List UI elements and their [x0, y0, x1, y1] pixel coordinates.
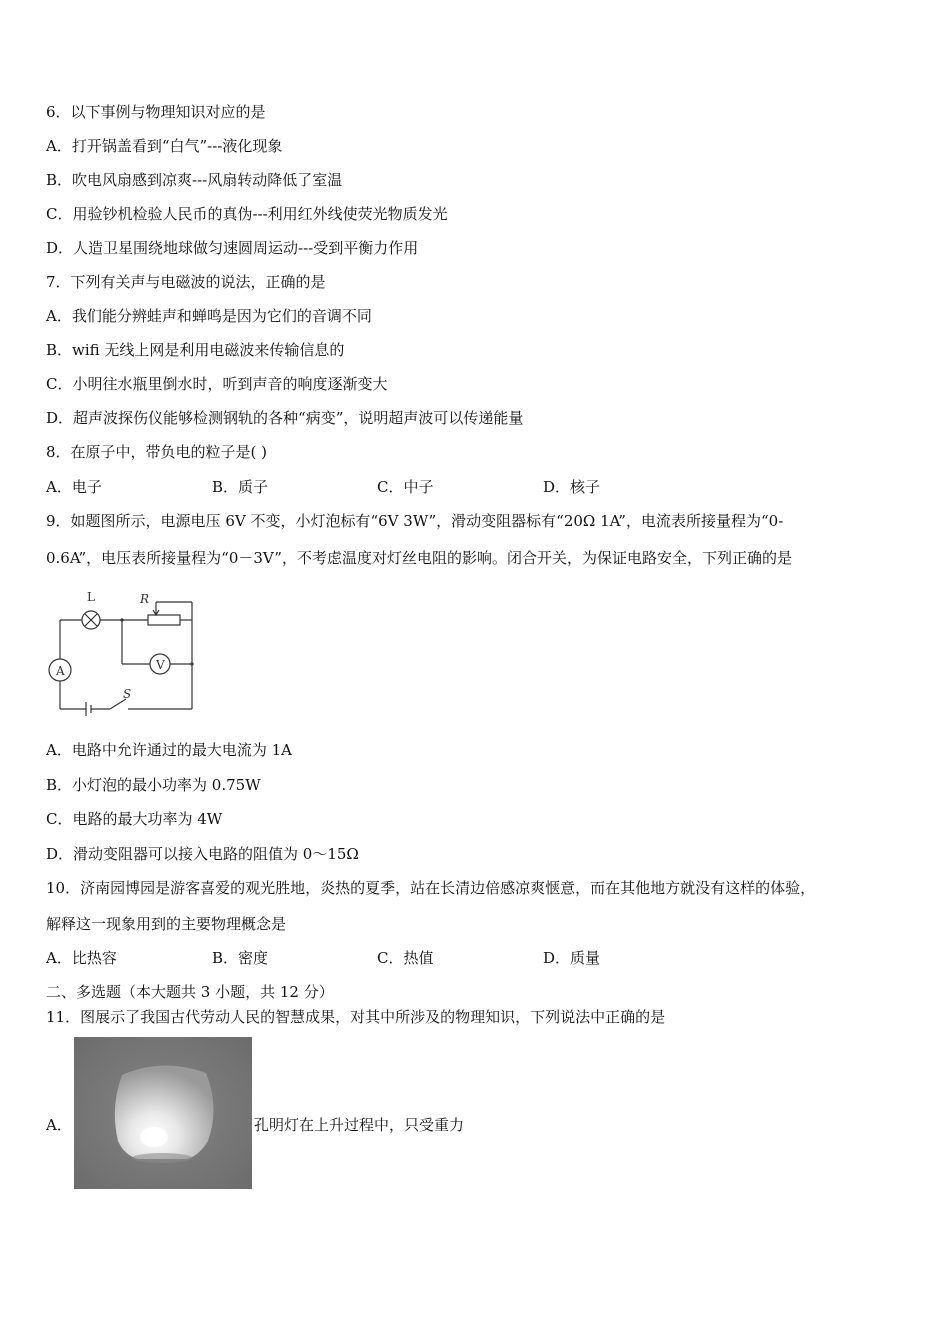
q10-option-b: B．密度: [212, 949, 269, 967]
ammeter-label: A: [56, 664, 65, 678]
rheostat-label: R: [140, 592, 150, 606]
lantern-flame-glow: [140, 1127, 168, 1147]
lantern-body: [115, 1065, 214, 1159]
voltmeter-label: V: [156, 658, 165, 672]
circuit-diagram: [44, 586, 204, 721]
sky-lantern-image: [74, 1037, 252, 1189]
rheostat-symbol: [148, 615, 180, 625]
q9-option-c: C．电路的最大功率为 4W: [46, 810, 223, 828]
q7-option-d: D．超声波探伤仪能够检测钢轨的各种“病变”，说明超声波可以传递能量: [46, 409, 524, 427]
q10-option-c: C．热值: [377, 949, 434, 967]
q9-option-b: B．小灯泡的最小功率为 0.75W: [46, 776, 261, 794]
q11-stem: 11．图展示了我国古代劳动人民的智慧成果，对其中所涉及的物理知识，下列说法中正确的是: [46, 1008, 666, 1026]
q6-option-c: C．用验钞机检验人民币的真伪---利用红外线使荧光物质发光: [46, 205, 448, 223]
q11-option-a-text: 孔明灯在上升过程中，只受重力: [254, 1116, 465, 1134]
q9-option-d: D．滑动变阻器可以接入电路的阻值为 0～15Ω: [46, 845, 359, 863]
q6-stem: 6．以下事例与物理知识对应的是: [46, 103, 266, 121]
q6-option-a: A．打开锅盖看到“白气”---液化现象: [46, 137, 283, 155]
q10-option-a: A．比热容: [46, 949, 117, 967]
q7-option-b: B．wifi 无线上网是利用电磁波来传输信息的: [46, 341, 345, 359]
q7-stem: 7．下列有关声与电磁波的说法，正确的是: [46, 273, 326, 291]
q8-option-d: D．核子: [543, 478, 601, 496]
q8-option-b: B．质子: [212, 478, 269, 496]
q8-stem: 8．在原子中，带负电的粒子是( ): [46, 443, 268, 461]
q8-option-a: A．电子: [46, 478, 102, 496]
q7-option-a: A．我们能分辨蛙声和蝉鸣是因为它们的音调不同: [46, 307, 372, 325]
q11-option-a-label: A．: [46, 1116, 72, 1134]
section2-heading: 二、多选题（本大题共 3 小题，共 12 分）: [46, 983, 334, 1001]
q6-option-d: D．人造卫星围绕地球做匀速圆周运动---受到平衡力作用: [46, 239, 419, 257]
lamp-label: L: [87, 590, 95, 604]
q9-option-a: A．电路中允许通过的最大电流为 1A: [46, 741, 292, 759]
q6-option-b: B．吹电风扇感到凉爽---风扇转动降低了室温: [46, 171, 343, 189]
switch-label: S: [123, 687, 132, 701]
q9-stem-line1: 9．如题图所示，电源电压 6V 不变，小灯泡标有“6V 3W”，滑动变阻器标有“20Ω 1A”，电流表所接量程为“0-: [46, 512, 784, 530]
q7-option-c: C．小明往水瓶里倒水时，听到声音的响度逐渐变大: [46, 375, 388, 393]
q8-option-c: C．中子: [377, 478, 434, 496]
q10-stem-line1: 10．济南园博园是游客喜爱的观光胜地，炎热的夏季，站在长清边倍感凉爽惬意，而在其他地方就没有这样的体验，: [46, 879, 816, 897]
q9-stem-line2: 0.6A”，电压表所接量程为“0－3V”，不考虑温度对灯丝电阻的影响。闭合开关，为保证电路安全，下列正确的是: [46, 549, 792, 567]
q10-option-d: D．质量: [543, 949, 601, 967]
q10-stem-line2: 解释这一现象用到的主要物理概念是: [46, 915, 287, 933]
